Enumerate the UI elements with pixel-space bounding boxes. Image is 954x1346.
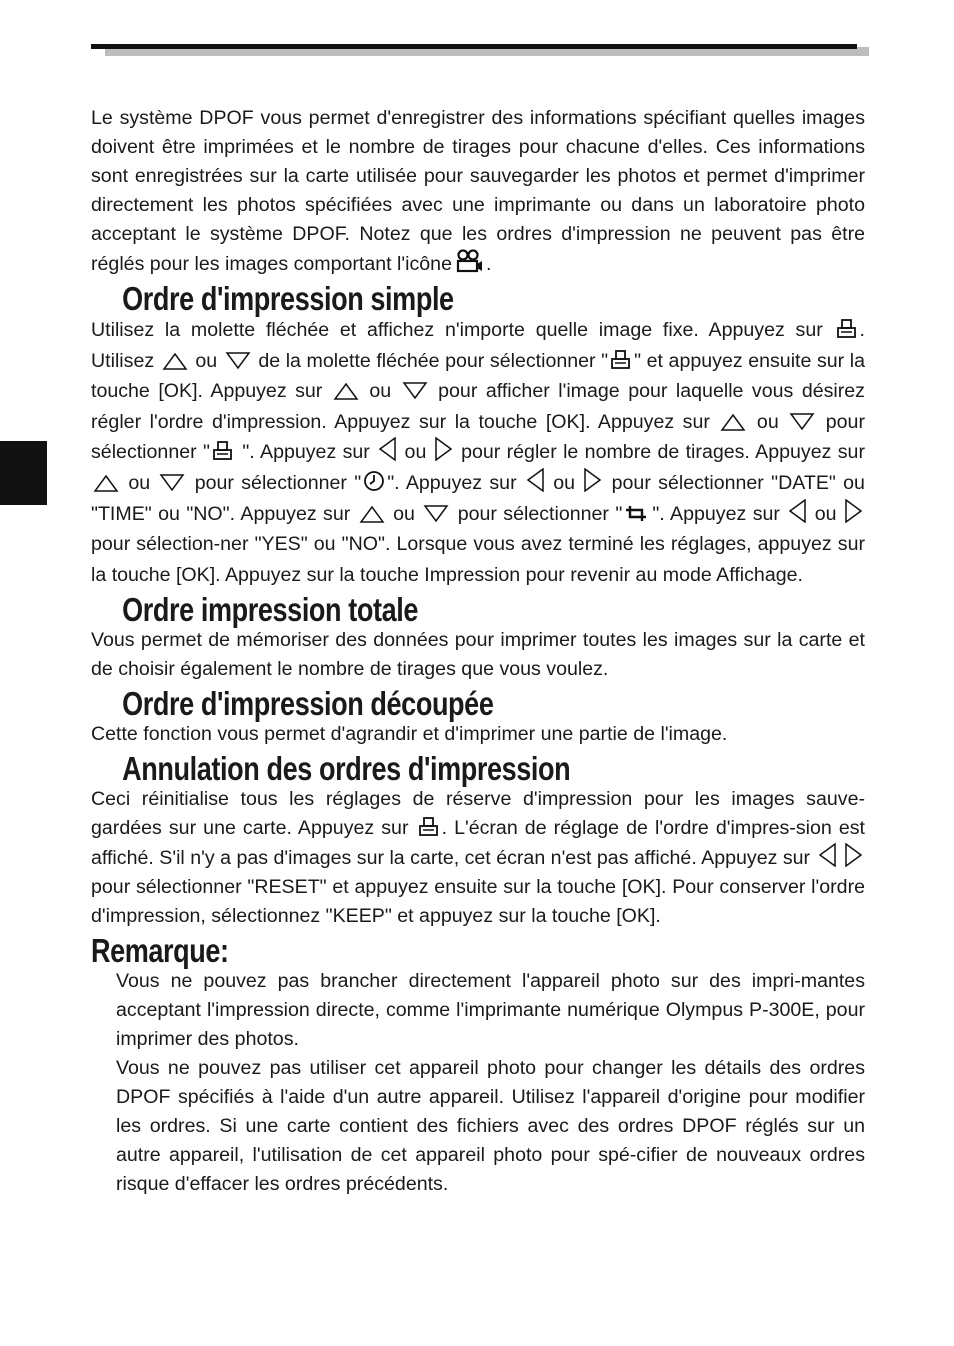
crop-paragraph: Cette fonction vous permet d'agrandir et d'imprimer une partie de l'image. bbox=[91, 723, 728, 746]
down-arrow-icon bbox=[789, 413, 815, 431]
clock-icon bbox=[363, 470, 385, 492]
chapter-tab-marker bbox=[0, 441, 47, 505]
up-arrow-icon bbox=[359, 505, 385, 523]
up-arrow-icon bbox=[333, 382, 359, 400]
print-icon bbox=[212, 441, 234, 461]
left-arrow-icon bbox=[378, 437, 396, 461]
up-arrow-icon bbox=[720, 413, 746, 431]
right-arrow-icon bbox=[584, 468, 602, 492]
section-title-simple: Ordre d'impression simple bbox=[122, 280, 454, 317]
down-arrow-icon bbox=[402, 382, 428, 400]
section-title-crop: Ordre d'impression découpée bbox=[122, 685, 494, 723]
cancel-paragraph: Ceci réinitialise tous les réglages de réserve d'impression pour les images sauve-gardées sur une carte. Appuyez sur . L'écran de réglage de l'ordre d'impres-sion est affiché. S'il n'y a pas d'images sur la carte, cet écran n'est pas affiché. Appuyez sur pour sélectionner "RESET" et appuyez ensuite sur la touche [OK]. Pour conserver l'ordre d'impression, sélectionnez "KEEP" et appuyez sur la touche [OK]. bbox=[91, 788, 865, 928]
print-icon bbox=[418, 817, 440, 837]
movie-icon bbox=[454, 249, 484, 273]
total-paragraph: Vous permet de mémoriser des données pour imprimer toutes les images sur la carte et de choisir également le nombre de tirages que vous voulez. bbox=[91, 629, 865, 681]
down-arrow-icon bbox=[423, 505, 449, 523]
remark-title: Remarque: bbox=[91, 932, 229, 970]
down-arrow-icon bbox=[225, 352, 251, 370]
simple-paragraph: Utilisez la molette fléchée et affichez n'importe quelle image fixe. Appuyez sur . Utilisez ou de la molette fléchée pour sélectionner " " et appuyez ensuite sur la touche [OK]. Appuyez sur ou pour afficher l'image pour laquelle vous désirez régler l'ordre d'impression. Appuyez sur la touche [OK]. Appuyez sur ou pour sélectionner " ". Appuyez sur ou pour régler le nombre de tirages. Appuyez sur ou pour sélectionner " ". Appuyez sur ou pour sélectionner "DATE" ou "TIME" ou "NO". Appuyez sur ou pour sélectionner " ". Appuyez sur ou pour sélection-ner "YES" ou "NO". Lorsque vous avez terminé les réglages, appuyez sur la touche [OK]. Appuyez sur la touche Impression pour revenir au mode Affichage. bbox=[91, 319, 866, 586]
left-arrow-icon bbox=[788, 499, 806, 523]
page-content bbox=[91, 104, 865, 1199]
right-arrow-icon bbox=[845, 499, 863, 523]
header-rule bbox=[91, 44, 857, 49]
crop-icon bbox=[624, 505, 650, 523]
print-icon bbox=[836, 319, 858, 339]
left-arrow-icon bbox=[526, 468, 544, 492]
remark-note-1: Vous ne pouvez pas brancher directement l'appareil photo sur des impri-mantes acceptant l'impression directe, comme l'imprimante numérique Olympus P-300E, pour imprimer des photos. bbox=[116, 970, 865, 1051]
remark-note-2: Vous ne pouvez pas utiliser cet appareil photo pour changer les détails des ordres DPOF spécifiés à l'aide d'un autre appareil. Utilisez l'appareil d'origine pour modifier les ordres. Si une carte contient des fichiers avec des ordres DPOF réglés sur un autre appareil, l'utilisation de cet appareil photo pour spé-cifier de nouveaux ordres risque d'effacer les ordres précédents. bbox=[116, 1057, 865, 1196]
intro-text: Le système DPOF vous permet d'enregistrer des informations spécifiant quelles images doivent être imprimées et le nombre de tirages pour chacune d'elles. Ces informations sont enregistrées sur la carte utilisée pour sauvegarder les photos et permet d'imprimer directement les photos spécifiées avec une imprimante ou dans un laboratoire photo acceptant le système DPOF. Notez que les ordres d'impression ne peuvent pas être réglés pour les images comportant l'icône bbox=[91, 107, 865, 275]
up-arrow-icon bbox=[162, 352, 188, 370]
down-arrow-icon bbox=[159, 474, 185, 492]
section-title-total: Ordre impression totale bbox=[122, 591, 418, 629]
left-arrow-icon bbox=[818, 843, 836, 867]
print-icon bbox=[610, 350, 632, 370]
up-arrow-icon bbox=[93, 474, 119, 492]
right-arrow-icon bbox=[845, 843, 863, 867]
intro-text-end: . bbox=[485, 253, 492, 275]
right-arrow-icon bbox=[435, 437, 453, 461]
section-title-cancel: Annulation des ordres d'impression bbox=[122, 750, 571, 788]
intro-paragraph bbox=[91, 104, 865, 279]
remark-notes bbox=[91, 967, 865, 1199]
